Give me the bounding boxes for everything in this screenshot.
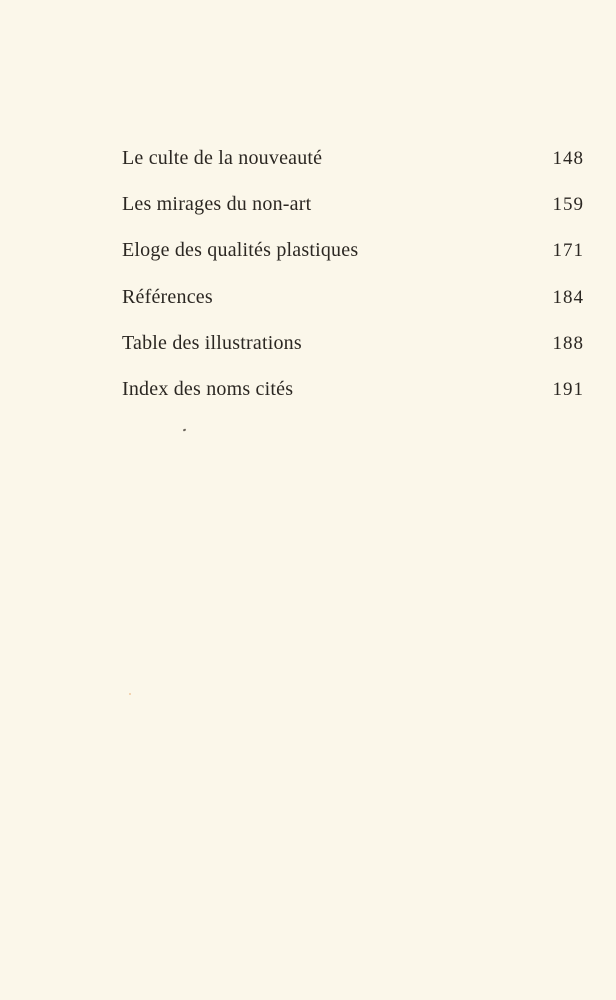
toc-entry	[122, 378, 584, 424]
table-of-contents	[122, 147, 584, 424]
toc-entry	[122, 332, 584, 378]
toc-entry-title: Références	[122, 285, 213, 308]
toc-entry-title: Table des illustrations	[122, 331, 302, 354]
toc-entry-title: Les mirages du non-art	[122, 193, 312, 216]
toc-entry-page-number: 188	[552, 332, 584, 354]
toc-entry	[122, 286, 584, 332]
toc-entry-page-number: 159	[552, 194, 584, 216]
toc-entry-title: Eloge des qualités plastiques	[122, 239, 359, 262]
toc-entry-title: Le culte de la nouveauté	[122, 147, 323, 169]
toc-entry	[122, 147, 584, 193]
toc-entry-page-number: 171	[552, 240, 584, 262]
toc-entry	[122, 239, 584, 285]
toc-entry	[122, 193, 584, 239]
toc-entry-page-number: 191	[552, 378, 584, 400]
toc-entry-page-number: 148	[552, 148, 584, 169]
ink-speck	[183, 428, 187, 431]
paper-speck	[129, 693, 131, 695]
toc-entry-title: Index des noms cités	[122, 377, 294, 400]
toc-entry-page-number: 184	[552, 286, 584, 308]
